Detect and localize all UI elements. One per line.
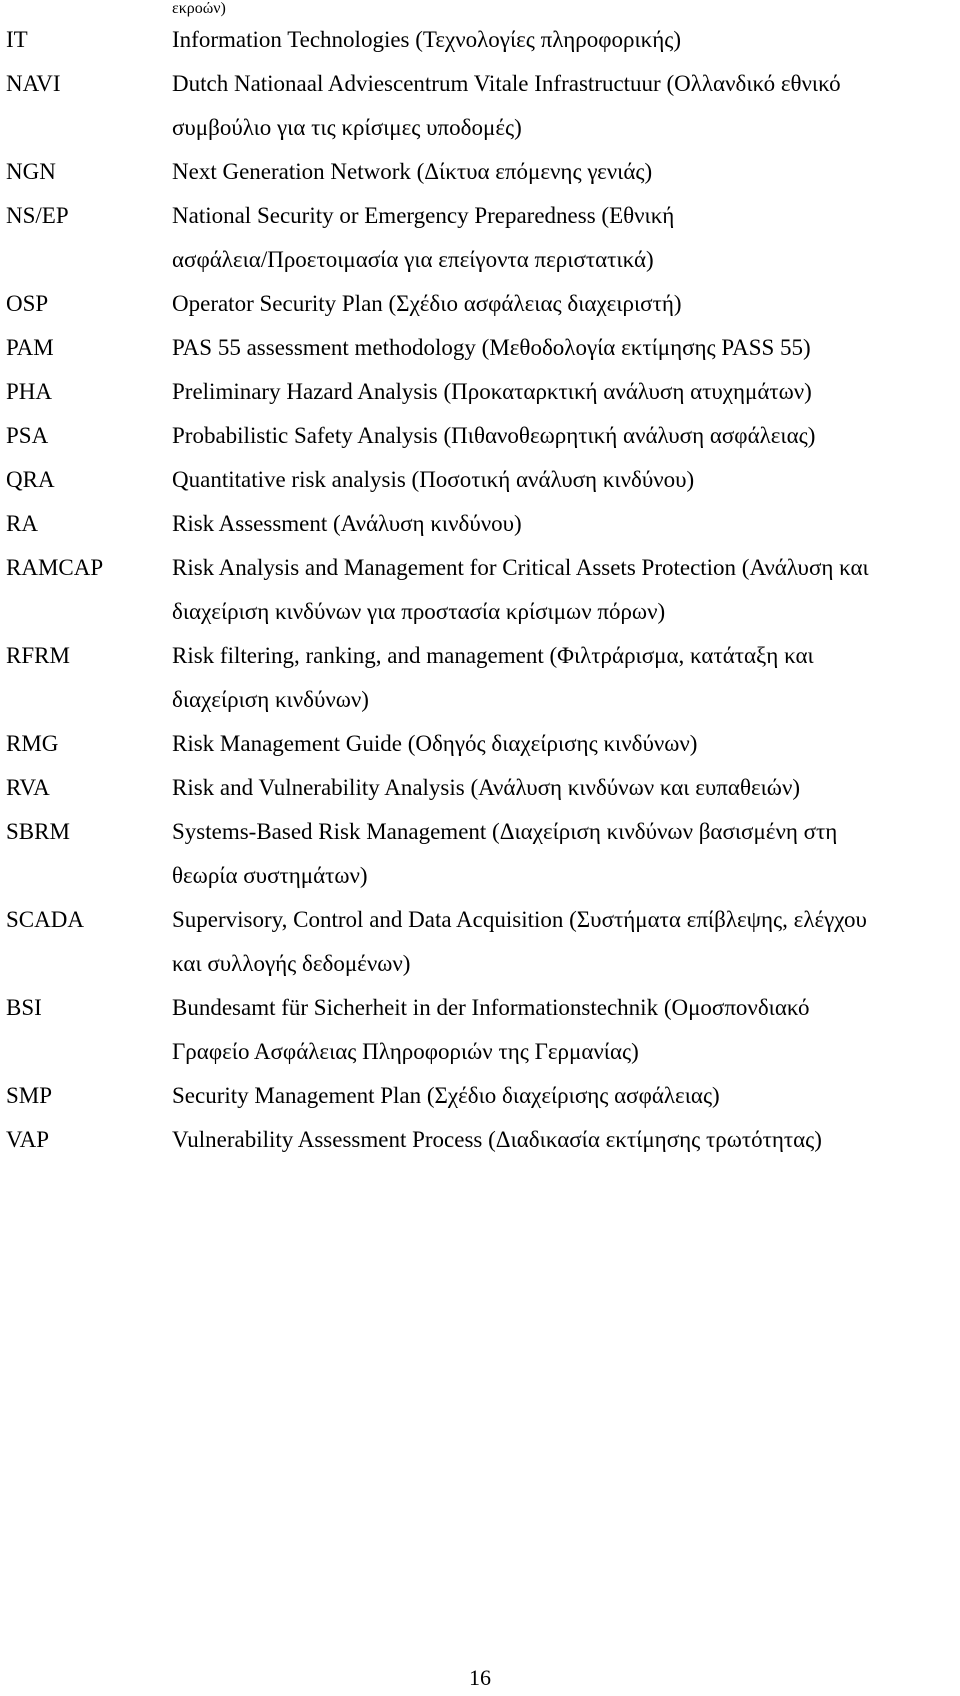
definition-line: Risk Analysis and Management for Critical Assets Protection (Ανάλυση και: [172, 555, 869, 580]
definition-line: Dutch Nationaal Adviescentrum Vitale Infrastructuur (Ολλανδικό εθνικό: [172, 71, 841, 96]
definition-line: PAS 55 assessment methodology (Μεθοδολογία εκτίμησης PASS 55): [172, 335, 811, 360]
abbreviation-definition: [172, 1118, 952, 1162]
definition-line: διαχείριση κινδύνων): [172, 687, 369, 712]
abbreviation-term: RFRM: [6, 643, 70, 668]
abbreviation-entry: [0, 326, 960, 370]
abbreviation-definition: [172, 986, 952, 1074]
abbreviation-entry: [0, 810, 960, 898]
abbreviation-definition: [172, 18, 952, 62]
abbreviation-entries: [0, 18, 960, 1162]
abbreviation-entry: [0, 18, 960, 62]
abbreviation-term: SCADA: [6, 907, 84, 932]
definition-line: Risk filtering, ranking, and management (Φιλτράρισμα, κατάταξη και: [172, 643, 814, 668]
abbreviation-term: RA: [6, 511, 38, 536]
definition-line: Γραφείο Ασφάλειας Πληροφοριών της Γερμανίας): [172, 1039, 639, 1064]
abbreviation-definition: [172, 62, 952, 150]
definition-line: Information Technologies (Τεχνολογίες πληροφορικής): [172, 27, 682, 52]
abbreviation-entry: [0, 370, 960, 414]
abbreviation-entry: [0, 194, 960, 282]
definition-line: διαχείριση κινδύνων για προστασία κρίσιμων πόρων): [172, 599, 666, 624]
abbreviation-entry: [0, 150, 960, 194]
definition-line: Probabilistic Safety Analysis (Πιθανοθεωρητική ανάλυση ασφάλειας): [172, 423, 816, 448]
continuation-text: εκροών): [172, 0, 226, 17]
abbreviation-definition: [172, 150, 952, 194]
definition-line: Systems-Based Risk Management (Διαχείριση κινδύνων βασισμένη στη: [172, 819, 838, 844]
abbreviation-term: PAM: [6, 335, 54, 360]
abbreviation-entry: [0, 1074, 960, 1118]
definition-line: Bundesamt für Sicherheit in der Informationstechnik (Ομοσπονδιακό: [172, 995, 810, 1020]
abbreviation-term: BSI: [6, 995, 42, 1020]
abbreviation-entry: [0, 986, 960, 1074]
abbreviation-entry: [0, 62, 960, 150]
definition-line: και συλλογής δεδομένων): [172, 951, 411, 976]
abbreviation-entry: [0, 722, 960, 766]
abbreviation-term: PSA: [6, 423, 49, 448]
abbreviation-term: SBRM: [6, 819, 70, 844]
abbreviation-definition: [172, 810, 952, 898]
definition-line: ασφάλεια/Προετοιμασία για επείγοντα περιστατικά): [172, 247, 654, 272]
definition-line: Operator Security Plan (Σχέδιο ασφάλειας διαχειριστή): [172, 291, 682, 316]
abbreviation-definition: [172, 898, 952, 986]
abbreviation-definition: [172, 194, 952, 282]
abbreviation-term: NAVI: [6, 71, 61, 96]
definition-line: συμβούλιο για τις κρίσιμες υποδομές): [172, 115, 522, 140]
abbreviation-entry: [0, 766, 960, 810]
abbreviation-definition: [172, 458, 952, 502]
abbreviation-entry: [0, 546, 960, 634]
abbreviation-term: RAMCAP: [6, 555, 104, 580]
definition-line: National Security or Emergency Preparedness (Εθνική: [172, 203, 675, 228]
definition-line: θεωρία συστημάτων): [172, 863, 368, 888]
abbreviation-term: IT: [6, 27, 28, 52]
abbreviation-term: RMG: [6, 731, 59, 756]
abbreviation-entry: [0, 458, 960, 502]
page-number: 16: [469, 1665, 491, 1690]
definition-line: Risk Management Guide (Οδηγός διαχείρισης κινδύνων): [172, 731, 698, 756]
abbreviation-entry: [0, 502, 960, 546]
abbreviation-term: OSP: [6, 291, 49, 316]
continuation-line: [0, 0, 960, 18]
definition-line: Supervisory, Control and Data Acquisition (Συστήματα επίβλεψης, ελέγχου: [172, 907, 867, 932]
abbreviation-entry: [0, 1118, 960, 1162]
definition-line: Quantitative risk analysis (Ποσοτική ανάλυση κινδύνου): [172, 467, 695, 492]
definition-line: Security Management Plan (Σχέδιο διαχείρισης ασφάλειας): [172, 1083, 720, 1108]
abbreviation-term: VAP: [6, 1127, 50, 1152]
abbreviation-entry: [0, 634, 960, 722]
abbreviation-definition: [172, 634, 952, 722]
abbreviation-definition: [172, 546, 952, 634]
abbreviation-term: NGN: [6, 159, 56, 184]
definition-line: Vulnerability Assessment Process (Διαδικασία εκτίμησης τρωτότητας): [172, 1127, 822, 1152]
definition-line: Risk and Vulnerability Analysis (Ανάλυση κινδύνων και ευπαθειών): [172, 775, 801, 800]
abbreviation-definition: [172, 766, 952, 810]
abbreviation-entry: [0, 282, 960, 326]
abbreviation-term: NS/EP: [6, 203, 69, 228]
abbreviation-definition: [172, 326, 952, 370]
abbreviation-term: PHA: [6, 379, 53, 404]
abbreviation-definition: [172, 722, 952, 766]
abbreviation-term: QRA: [6, 467, 55, 492]
abbreviation-term: SMP: [6, 1083, 53, 1108]
definition-line: Next Generation Network (Δίκτυα επόμενης γενιάς): [172, 159, 653, 184]
abbreviation-term: RVA: [6, 775, 50, 800]
abbreviation-entry: [0, 898, 960, 986]
abbreviation-definition: [172, 282, 952, 326]
abbreviation-entry: [0, 414, 960, 458]
abbreviation-definition: [172, 1074, 952, 1118]
definition-line: Preliminary Hazard Analysis (Προκαταρκτική ανάλυση ατυχημάτων): [172, 379, 812, 404]
abbreviation-definition: [172, 414, 952, 458]
abbreviation-definition: [172, 502, 952, 546]
definition-line: Risk Assessment (Ανάλυση κινδύνου): [172, 511, 522, 536]
abbreviation-definition: [172, 370, 952, 414]
